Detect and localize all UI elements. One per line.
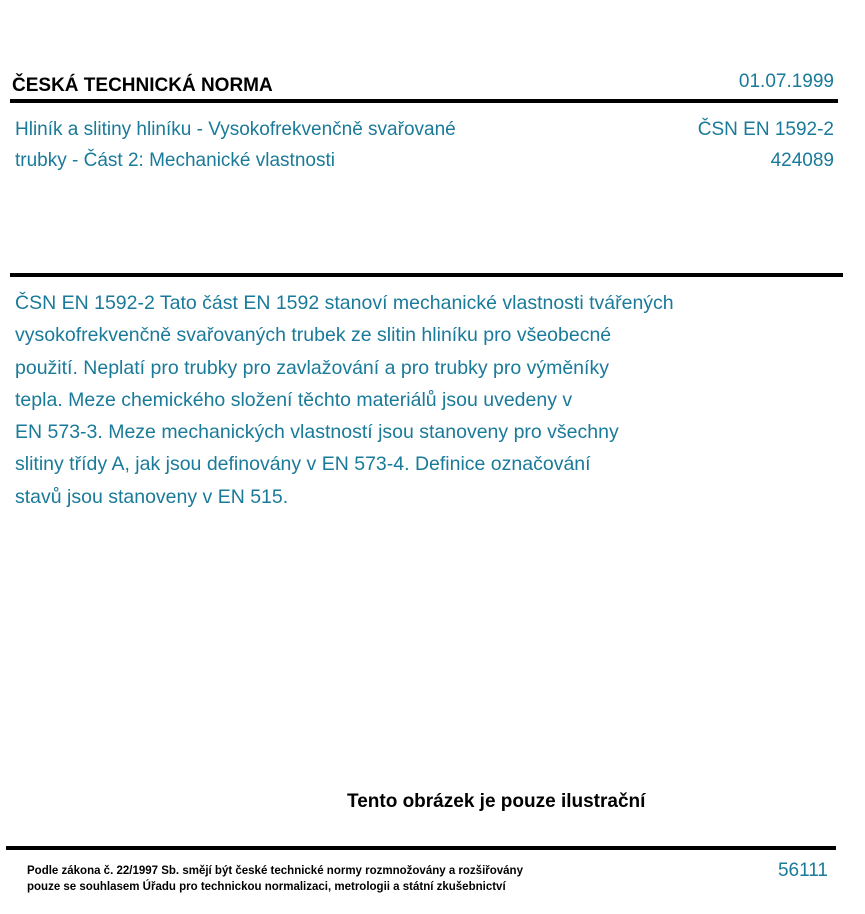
section-divider <box>10 273 843 277</box>
legal-notice-line: Podle zákona č. 22/1997 Sb. smějí být české technické normy rozmnožovány a rozšiřovány <box>27 865 523 877</box>
abstract-line: EN 573-3. Meze mechanických vlastností jsou stanoveny pro všechny <box>15 421 619 444</box>
legal-notice-line: pouze se souhlasem Úřadu pro technickou normalizaci, metrologii a státní zkušebnictví <box>27 881 506 893</box>
abstract-text <box>15 287 674 513</box>
header-divider <box>10 99 838 103</box>
abstract-line: tepla. Meze chemického složení těchto materiálů jsou uvedeny v <box>15 388 573 411</box>
norm-type-heading: ČESKÁ TECHNICKÁ NORMA <box>12 75 273 96</box>
document-title-line: Hliník a slitiny hliníku - Vysokofrekvenčně svařované <box>15 119 456 140</box>
illustrative-note: Tento obrázek je pouze ilustrační <box>347 791 646 812</box>
abstract-line: vysokofrekvenčně svařovaných trubek ze slitin hliníku pro všeobecné <box>15 324 612 347</box>
catalog-number: 56111 <box>777 860 828 881</box>
abstract-line: ČSN EN 1592-2 Tato část EN 1592 stanoví mechanické vlastnosti tvářených <box>15 292 674 314</box>
abstract-line: slitiny třídy A, jak jsou definovány v EN 573-4. Definice označování <box>15 453 591 476</box>
document-title <box>15 114 575 176</box>
document-identifiers <box>698 114 834 176</box>
footer-divider <box>6 846 836 850</box>
standard-code: ČSN EN 1592-2 <box>697 119 834 140</box>
issue-date: 01.07.1999 <box>738 71 834 92</box>
document-title-line: trubky - Část 2: Mechanické vlastnosti <box>15 150 335 171</box>
abstract-line: použití. Neplatí pro trubky pro zavlažování a pro trubky pro výměníky <box>15 356 609 379</box>
abstract-line: stavů jsou stanoveny v EN 515. <box>15 485 289 508</box>
legal-notice <box>27 863 523 895</box>
class-number: 424089 <box>770 150 834 171</box>
